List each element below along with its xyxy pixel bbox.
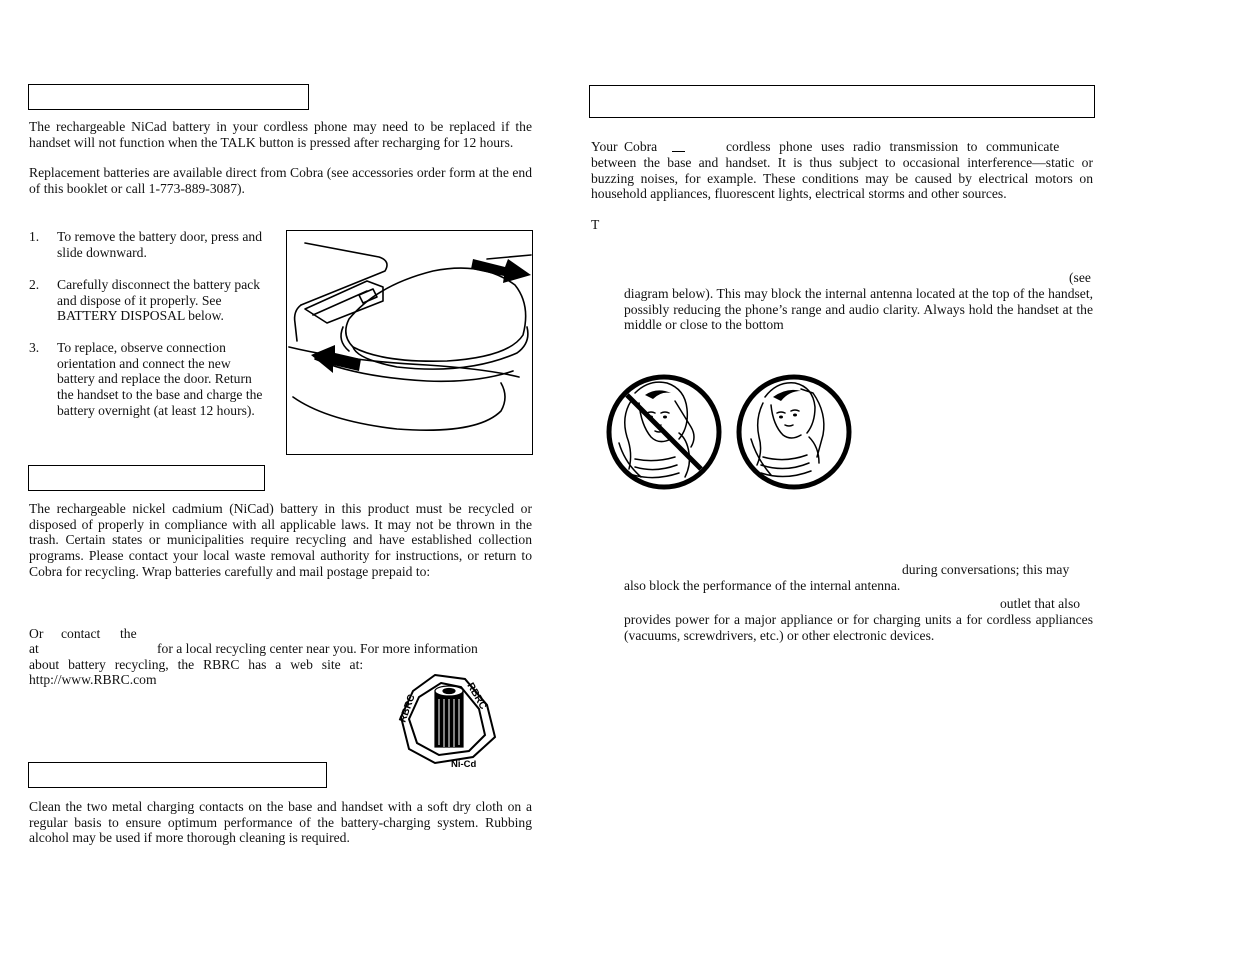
step-text: To replace, observe connection orientation and connect the new battery and replace the door. Return the handset to the base and charge the battery overnight (at least 12 hours). [57, 340, 263, 418]
rbrc-info-line: about battery recycling, the RBRC has a web site at: [29, 657, 364, 672]
rbrc-url: http://www.RBRC.com [29, 672, 157, 687]
your-cobra-text: Your Cobra [591, 139, 658, 154]
battery-disposal-paragraph: The rechargeable nickel cadmium (NiCad) battery in this product must be recycled or disposed of properly in compliance with all applicable laws. It may not be thrown in the trash. Certain states or municipalities require recycling and have established collection programs. Please contact your local waste removal authority for instructions, or return to Cobra for recycling. Wrap batteries carefully and mail postage prepaid to: [29, 501, 532, 579]
cleaning-paragraph: Clean the two metal charging contacts on the base and handset with a soft dry cloth on a regular basis to ensure optimum performance of the battery-charging system. Rubbing alcohol may be used if more thorough cleaning is required. [29, 799, 532, 846]
seal-top-text: RBRC [464, 681, 489, 712]
step-number: 3. [29, 340, 40, 355]
step-text: To remove the battery door, press and slide downward. [57, 229, 262, 260]
battery-door-illustration [286, 230, 533, 455]
t-fragment: T [591, 217, 600, 232]
step-number: 1. [29, 229, 40, 244]
or-word: Or [29, 626, 44, 641]
battery-intro-paragraph: The rechargeable NiCad battery in your cordless phone may need to be replaced if the handset will not function when the TALK button is pressed after recharging for 12 hours. [29, 119, 532, 150]
antenna-block-line: also block the performance of the internal antenna. [624, 578, 901, 593]
battery-disposal-heading-box [28, 465, 265, 491]
contact-word: contact [61, 626, 101, 641]
interference-paragraph: between the base and handset. It is thus subject to occasional interference—static or buzzing noises, for example. These conditions may be caused by electrical motors on household appliances, fluorescent lights, electrical storms and other sources. [591, 155, 1093, 202]
see-fragment: (see [1069, 270, 1091, 285]
cordless-phone-text: cordless phone uses radio transmission to communicate [726, 139, 1060, 154]
woman-correct-hold-drawing [735, 373, 853, 491]
appliance-paragraph: provides power for a major appliance or for charging units a for cordless appliances (vacuums, screwdrivers, etc.) or other electronic devices. [624, 612, 1093, 643]
seal-bottom-text: Ni-Cd [451, 759, 477, 770]
rbrc-recycling-seal [395, 665, 501, 771]
at-word: at [29, 641, 39, 656]
interference-heading-box [589, 85, 1095, 118]
cleaning-heading-box [28, 762, 327, 788]
correct-hold-diagram [735, 373, 853, 491]
battery-replacement-heading-box [28, 84, 309, 110]
the-word: the [120, 626, 137, 641]
woman-wrong-hold-drawing [605, 373, 723, 491]
incorrect-hold-diagram [605, 373, 723, 491]
step-text: Carefully disconnect the battery pack and dispose of it properly. See BATTERY DISPOSAL below. [57, 277, 261, 324]
seal-left-text: RBRC [397, 693, 418, 725]
conversations-fragment: during conversations; this may [902, 562, 1070, 577]
local-center-text: for a local recycling center near you. For more information [157, 641, 478, 656]
model-blank-underline [672, 151, 685, 152]
battery-replacement-info-paragraph: Replacement batteries are available direct from Cobra (see accessories order form at the end of this booklet or call 1-773-889-3087). [29, 165, 532, 196]
handset-battery-door-drawing [287, 231, 532, 454]
antenna-paragraph: diagram below). This may block the internal antenna located at the top of the handset, possibly reducing the phone’s range and audio clarity. Always hold the handset at the middle or close to the bottom [624, 286, 1093, 333]
step-number: 2. [29, 277, 40, 292]
rbrc-seal-graphic [395, 665, 501, 771]
outlet-fragment: outlet that also [1000, 596, 1081, 611]
